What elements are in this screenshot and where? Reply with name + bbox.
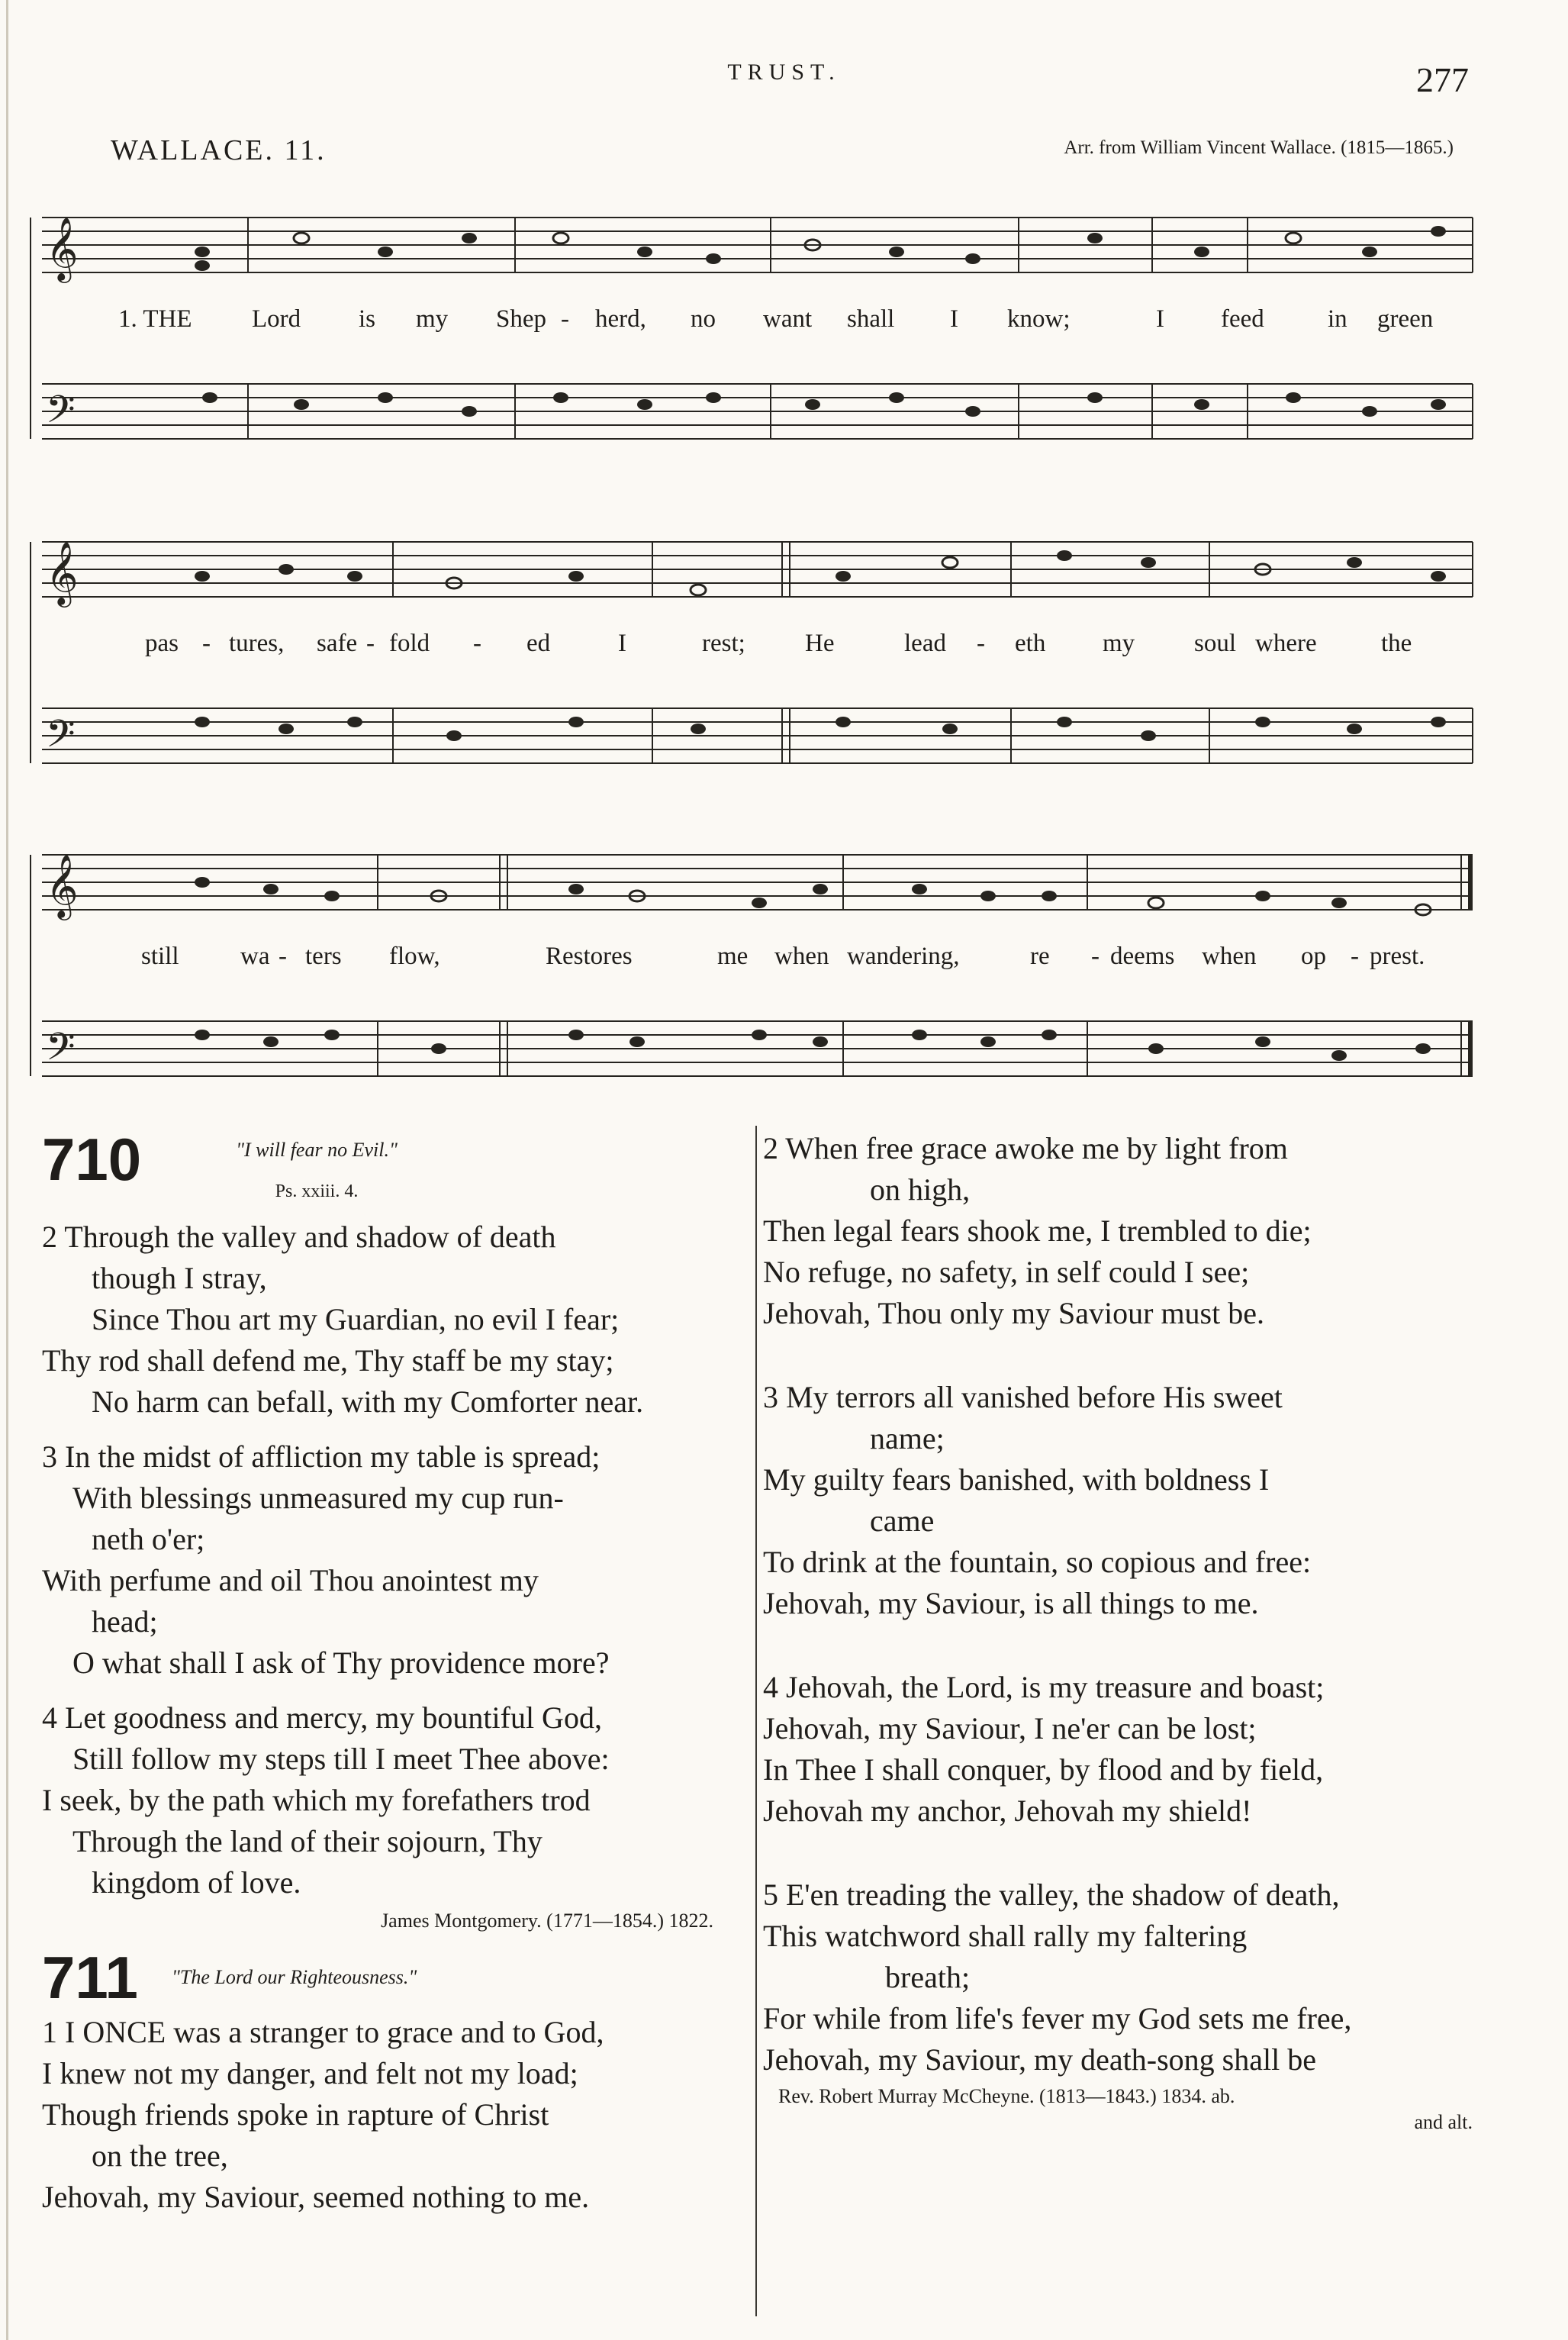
lyric-syllable: want (763, 305, 813, 333)
verse-line: No harm can befall, with my Comforter near. (92, 1384, 644, 1419)
verse-line: With blessings unmeasured my cup run- (72, 1481, 564, 1515)
verse-line: I seek, by the path which my forefathers trod (42, 1783, 591, 1817)
verse-line: on high, (870, 1172, 971, 1207)
lyric-syllable: no (691, 305, 716, 333)
hymn-711-credit-suffix: and alt. (1414, 2111, 1473, 2133)
lyric-syllable: - (202, 630, 211, 657)
music-system-3 (27, 824, 1476, 1099)
verse-line: I knew not my danger, and felt not my load; (42, 2056, 578, 2090)
stanza-1 (42, 2012, 744, 2218)
lyric-syllable: wa (240, 943, 270, 970)
verse-line: Jehovah, my Saviour, is all things to me. (763, 1586, 1259, 1620)
lyric-syllable: my (416, 305, 449, 333)
lyric-syllable: rest; (702, 630, 745, 657)
hymn-710-author-credit: James Montgomery. (1771—1854.) 1822. (381, 1910, 713, 1932)
verse-line: With perfume and oil Thou anointest my (42, 1563, 539, 1597)
lyric-syllable: eth (1015, 630, 1046, 657)
lyric-syllable: soul (1194, 630, 1237, 657)
verse-line: My guilty fears banished, with boldness I (763, 1462, 1270, 1497)
lyric-syllable: my (1103, 630, 1135, 657)
verse-line: Though friends spoke in rapture of Christ (42, 2097, 549, 2132)
verse-line: This watchword shall rally my faltering (763, 1919, 1248, 1953)
lyric-syllable: op (1301, 943, 1326, 970)
lyric-syllable: I (950, 305, 958, 333)
lyric-syllable: prest. (1370, 943, 1425, 970)
verse-line: 4 Let goodness and mercy, my bountiful God, (42, 1700, 602, 1735)
lyric-syllable: when (774, 943, 829, 970)
lyric-syllable: Lord (252, 305, 301, 333)
verse-line: Jehovah, my Saviour, my death-song shall be (763, 2042, 1316, 2077)
stanza-3 (763, 1377, 1480, 1624)
verse-line: Since Thou art my Guardian, no evil I fear; (92, 1302, 620, 1336)
verse-line: No refuge, no safety, in self could I see; (763, 1255, 1250, 1289)
lyric-syllable: safe (317, 630, 358, 657)
verse-line: 3 My terrors all vanished before His sweet (763, 1380, 1283, 1414)
hymn-710-header (42, 1126, 744, 1212)
lyric-syllable: Shep (496, 305, 546, 333)
verse-line: Jehovah, Thou only my Saviour must be. (763, 1296, 1264, 1330)
verse-line: 2 Through the valley and shadow of death (42, 1220, 556, 1254)
left-column (42, 1126, 744, 2218)
lyric-syllable: - (561, 305, 569, 333)
page-edge (6, 0, 8, 2340)
lyric-syllable: green (1377, 305, 1434, 333)
lyric-syllable: still (141, 943, 179, 970)
hymn-title: "The Lord our Righteousness." (172, 1966, 417, 1988)
lyric-syllable: ed (526, 630, 551, 657)
bass-clef-icon: 𝄢 (46, 1027, 76, 1077)
stanza-4 (763, 1667, 1480, 1832)
lyric-syllable: in (1328, 305, 1347, 333)
music-system-1 (27, 187, 1476, 462)
lyric-syllable: I (618, 630, 626, 657)
verse-line: 4 Jehovah, the Lord, is my treasure and boast; (763, 1670, 1325, 1704)
verse-line: Through the land of their sojourn, Thy (72, 1824, 543, 1858)
hymn-title: "I will fear no Evil." (236, 1139, 398, 1161)
lyric-syllable: Restores (546, 943, 633, 970)
lyric-syllable: tures, (229, 630, 285, 657)
scripture-reference: Ps. xxiii. 4. (275, 1181, 359, 1201)
lyric-syllable: know; (1007, 305, 1071, 333)
lyric-syllable: fold (389, 630, 430, 657)
lyric-syllable: feed (1221, 305, 1264, 333)
lyric-syllable: deems (1110, 943, 1175, 970)
tune-credit: Arr. from William Vincent Wallace. (1815—1865.) (1064, 137, 1454, 158)
lyric-syllable: herd, (595, 305, 646, 333)
lyric-syllable: I (1156, 305, 1164, 333)
lyric-syllable: when (1202, 943, 1257, 970)
verse-line: though I stray, (92, 1261, 267, 1295)
verse-line: kingdom of love. (92, 1865, 301, 1900)
verse-line: head; (92, 1604, 158, 1639)
verse-line: Jehovah, my Saviour, seemed nothing to me. (42, 2180, 590, 2214)
verse-line: on the tree, (92, 2139, 228, 2173)
lyric-syllable: lead (904, 630, 946, 657)
stanza-2 (42, 1217, 744, 1423)
lyric-syllable: - (1091, 943, 1100, 970)
hymn-711-header (42, 1944, 744, 2011)
verse-line: To drink at the fountain, so copious and free: (763, 1545, 1312, 1579)
verse-line: 1 I ONCE was a stranger to grace and to God, (42, 2015, 604, 2049)
lyric-syllable: ters (305, 943, 342, 970)
lyric-syllable: pas (145, 630, 179, 657)
bass-clef-icon: 𝄢 (46, 389, 76, 440)
lyric-syllable: - (366, 630, 375, 657)
lyric-syllable: flow, (389, 943, 440, 970)
lyric-syllable: shall (847, 305, 895, 333)
verse-line: 2 When free grace awoke me by light from (763, 1131, 1288, 1165)
lyric-syllable: wandering, (847, 943, 960, 970)
lyric-syllable: the (1381, 630, 1412, 657)
verse-line: Then legal fears shook me, I trembled to die; (763, 1214, 1312, 1248)
treble-clef-icon: 𝄞 (46, 856, 79, 917)
lyric-syllable: - (1351, 943, 1359, 970)
stanza-4 (42, 1697, 744, 1903)
lyric-syllable: He (805, 630, 835, 657)
page-number: 277 (1416, 60, 1469, 99)
lyric-syllable: is (359, 305, 376, 333)
music-system-2 (27, 511, 1476, 786)
verse-line: Thy rod shall defend me, Thy staff be my stay; (42, 1343, 614, 1378)
lyric-syllable: where (1255, 630, 1317, 657)
verse-line: came (870, 1504, 935, 1538)
verse-line: Jehovah my anchor, Jehovah my shield! (763, 1794, 1252, 1828)
tune-name: WALLACE. 11. (111, 134, 327, 166)
lyric-syllable: - (977, 630, 985, 657)
hymn-heading (217, 1130, 416, 1212)
verse-line: 5 E'en treading the valley, the shadow of death, (763, 1877, 1340, 1912)
verse-line: For while from life's fever my God sets me free, (763, 2001, 1352, 2035)
verse-line: breath; (885, 1960, 971, 1994)
lyric-syllable: 1. THE (118, 305, 192, 333)
verse-line: Still follow my steps till I meet Thee above: (72, 1742, 610, 1776)
lyric-syllable: re (1030, 943, 1050, 970)
running-head: TRUST. (727, 60, 841, 85)
verse-line: 3 In the midst of affliction my table is spread; (42, 1439, 600, 1474)
bass-clef-icon: 𝄢 (46, 714, 76, 764)
treble-clef-icon: 𝄞 (46, 218, 79, 279)
verse-line: neth o'er; (92, 1522, 205, 1556)
hymn-number: 710 (42, 1126, 142, 1193)
stanza-2 (763, 1128, 1480, 1334)
treble-staff (42, 218, 1473, 272)
hymn-number: 711 (42, 1944, 138, 2011)
lyric-syllable: - (473, 630, 481, 657)
lyric-syllable: - (279, 943, 287, 970)
verse-line: O what shall I ask of Thy providence more? (72, 1645, 610, 1680)
column-divider (755, 1126, 757, 2316)
verse-line: name; (870, 1421, 945, 1455)
hymn-711-author-credit: Rev. Robert Murray McCheyne. (1813—1843.) 1834. ab. (778, 2085, 1235, 2107)
bass-staff (42, 384, 1473, 439)
right-column (763, 1128, 1480, 2135)
verse-line: In Thee I shall conquer, by flood and by field, (763, 1752, 1324, 1787)
lyric-syllable: me (717, 943, 749, 970)
stanza-3 (42, 1436, 744, 1684)
treble-clef-icon: 𝄞 (46, 543, 79, 604)
verse-line: Jehovah, my Saviour, I ne'er can be lost; (763, 1711, 1257, 1745)
stanza-5 (763, 1874, 1480, 2081)
